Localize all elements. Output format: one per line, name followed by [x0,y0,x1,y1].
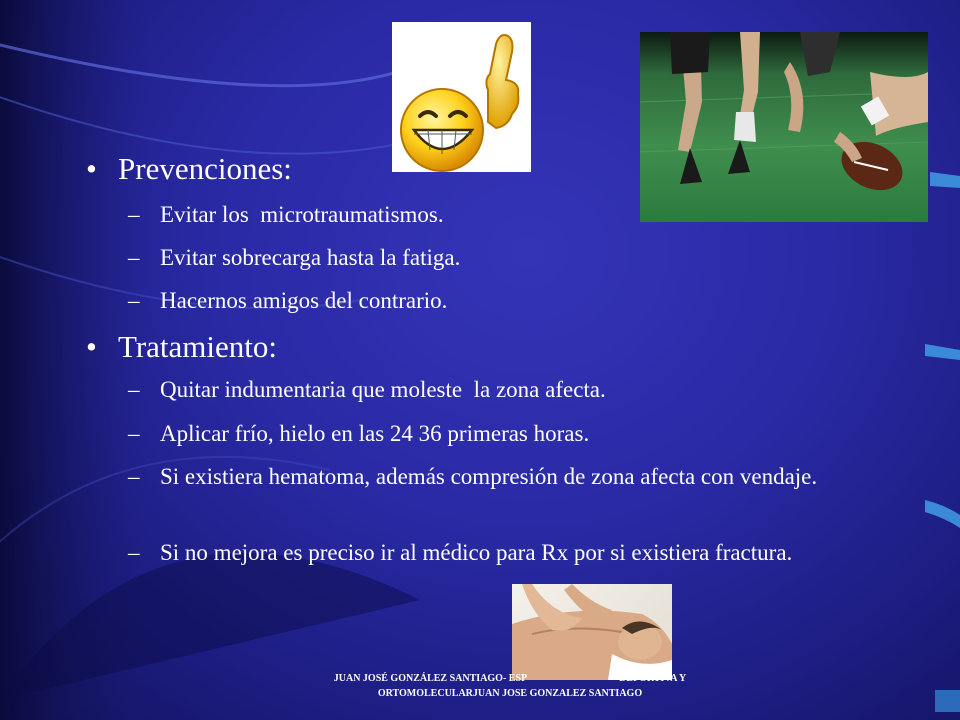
list-item-text: Evitar los microtraumatismos. [160,202,444,227]
dash-icon: – [128,288,140,313]
list-item-text: Si existiera hematoma, además compresión de zona afecta con vendaje. [160,464,818,489]
list-item-text: Quitar indumentaria que moleste la zona afecta. [160,377,606,402]
bullet-icon: • [86,329,97,364]
list-item-text: Aplicar frío, hielo en las 24 36 primeras horas. [160,421,590,446]
dash-icon: – [128,464,140,489]
list-item-text: Evitar sobrecarga hasta la fatiga. [160,245,461,270]
dash-icon: – [128,377,140,402]
dash-icon: – [128,202,140,227]
dash-icon: – [128,540,140,565]
section-heading: Tratamiento: [118,329,278,364]
section-heading: Prevenciones: [118,151,292,186]
bullet-icon: • [86,151,97,186]
list-item-text: Hacernos amigos del contrario. [160,288,448,313]
dash-icon: – [128,421,140,446]
list-item-text: Si no mejora es preciso ir al médico para Rx por si existiera fractura. [160,540,793,565]
footer-line-1: JUAN JOSÉ GONZÁLEZ SANTIAGO- ESP DEPORTIVA Y [333,673,687,684]
footer [220,671,800,701]
footer-line-2: ORTOMOLECULARJUAN JOSE GONZALEZ SANTIAGO [377,688,643,699]
dash-icon: – [128,245,140,270]
